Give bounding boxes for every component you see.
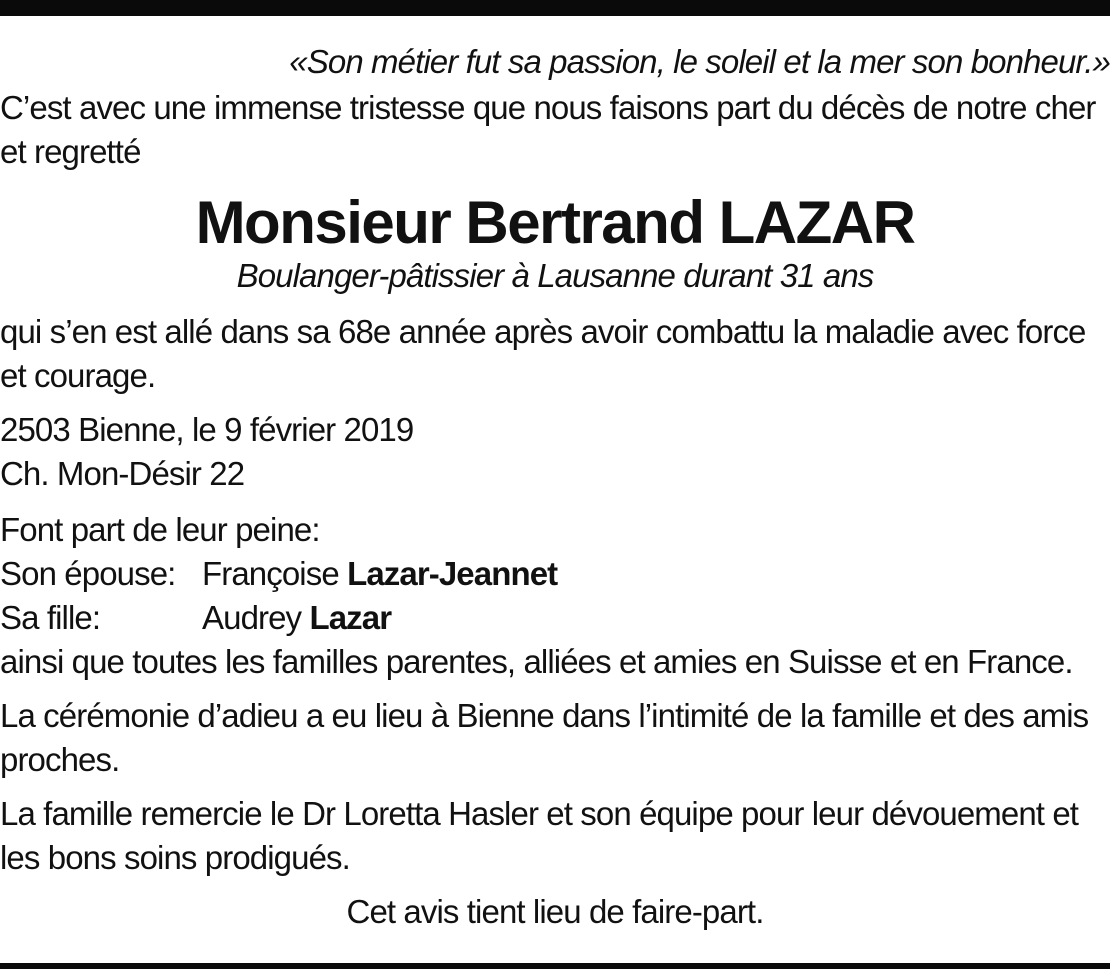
family-row-spouse [0,552,1110,596]
top-border [0,0,1110,16]
mourners-intro: Font part de leur peine: [0,511,320,548]
family-member [202,596,391,640]
deceased-name: Monsieur Bertrand LAZAR [195,189,915,256]
place-date: 2503 Bienne, le 9 février 2019 [0,411,414,448]
family-label: Son épouse: [0,555,176,592]
occupation-line: Boulanger-pâtissier à Lausanne durant 31 ans [236,257,874,294]
intro-paragraph: C’est avec une immense tristesse que nous faisons part du décès de notre cher et regretté [0,89,1096,170]
address-block [0,408,1110,496]
family-label: Sa fille: [0,599,101,636]
family-row-daughter [0,596,1110,640]
relatives-line: ainsi que toutes les familles parentes, alliées et amies en Suisse et en France. [0,643,1073,680]
thanks-paragraph: La famille remercie le Dr Loretta Hasler et son équipe pour leur dévouement et les bons soins prodigués. [0,795,1079,876]
mourners-block [0,508,1110,684]
epigraph-quote: «Son métier fut sa passion, le soleil et la mer son bonheur.» [289,43,1110,80]
first-name: Françoise [202,555,348,592]
passing-paragraph: qui s’en est allé dans sa 68e année après avoir combattu la maladie avec force et courage. [0,313,1086,394]
obituary-notice [0,40,1110,934]
bottom-border [0,963,1110,969]
last-name: Lazar [309,599,392,636]
address: Ch. Mon-Désir 22 [0,455,245,492]
notice-line: Cet avis tient lieu de faire-part. [346,893,764,930]
first-name: Audrey [202,599,310,636]
last-name: Lazar-Jeannet [347,555,558,592]
family-member [202,552,557,596]
ceremony-paragraph: La cérémonie d’adieu a eu lieu à Bienne dans l’intimité de la famille et des amis proches. [0,697,1089,778]
